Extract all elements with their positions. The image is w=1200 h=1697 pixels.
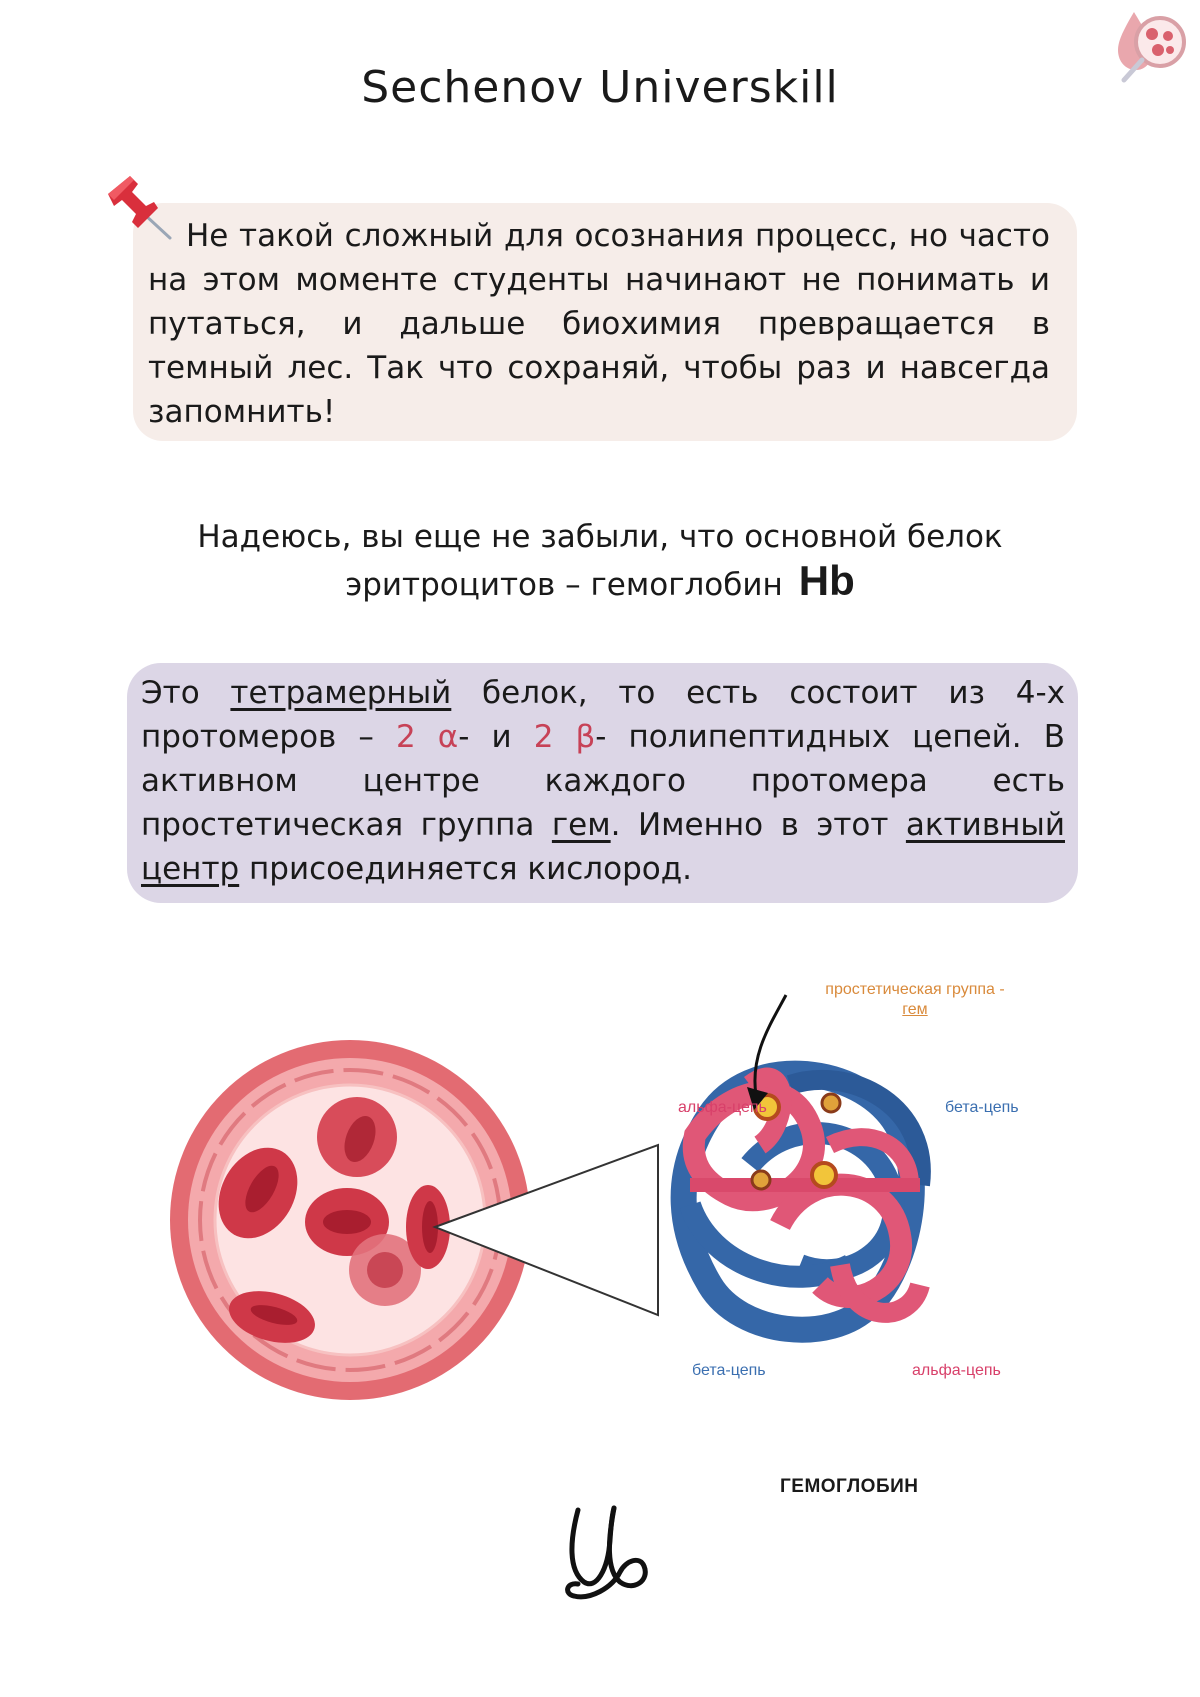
red-blood-cell [317,1097,397,1177]
beta-chain-label: бета-цепь [692,1362,766,1379]
heme-label-line1: простетическая группа - [825,981,1005,998]
beta-count: 2 β [533,719,596,755]
page-title: Sechenov Universkill [361,62,839,113]
alpha-count: 2 α [395,719,459,755]
hb-symbol: Hb [798,557,855,604]
universkill-logo [560,1500,660,1610]
def-part: присоединяется кислород. [239,851,693,887]
term-heme: гем [551,807,611,843]
intro-text [120,515,1080,607]
intro-sentence: Надеюсь, вы еще не забыли, что основной белок эритроцитов – гемоглобин [197,519,1003,603]
def-part: . Именно в этот [610,807,906,843]
alpha-chain-label: альфа-цепь [912,1362,1001,1379]
def-part: - полипептидных цепей. В активном центре каждого протомера есть простетическая группа [141,719,1065,843]
heme-label [800,980,1030,1020]
figure-caption: ГЕМОГЛОБИН [780,1476,919,1497]
beta-chain-label: бета-цепь [945,1099,1019,1116]
term-active-center: активный центр [141,807,1065,887]
blood-cell-magnifier-icon [1112,4,1192,84]
alpha-chain-label: альфа-цепь [678,1099,767,1116]
term-tetramer: тетрамерный [230,675,452,711]
def-part: Это [141,675,231,711]
def-part: белок, то есть состоит из 4-х протомеров – [141,675,1065,755]
note-text: Не такой сложный для осознания процесс, но часто на этом моменте студенты начинают не понимать и путаться, и дальше биохимия превращается в темный лес. Так что сохраняй, чтобы раз и навсегда запомнить! [148,218,1050,430]
definition-text [141,671,1065,891]
def-part: - и [458,719,534,755]
heme-label-line2: гем [902,1001,928,1018]
